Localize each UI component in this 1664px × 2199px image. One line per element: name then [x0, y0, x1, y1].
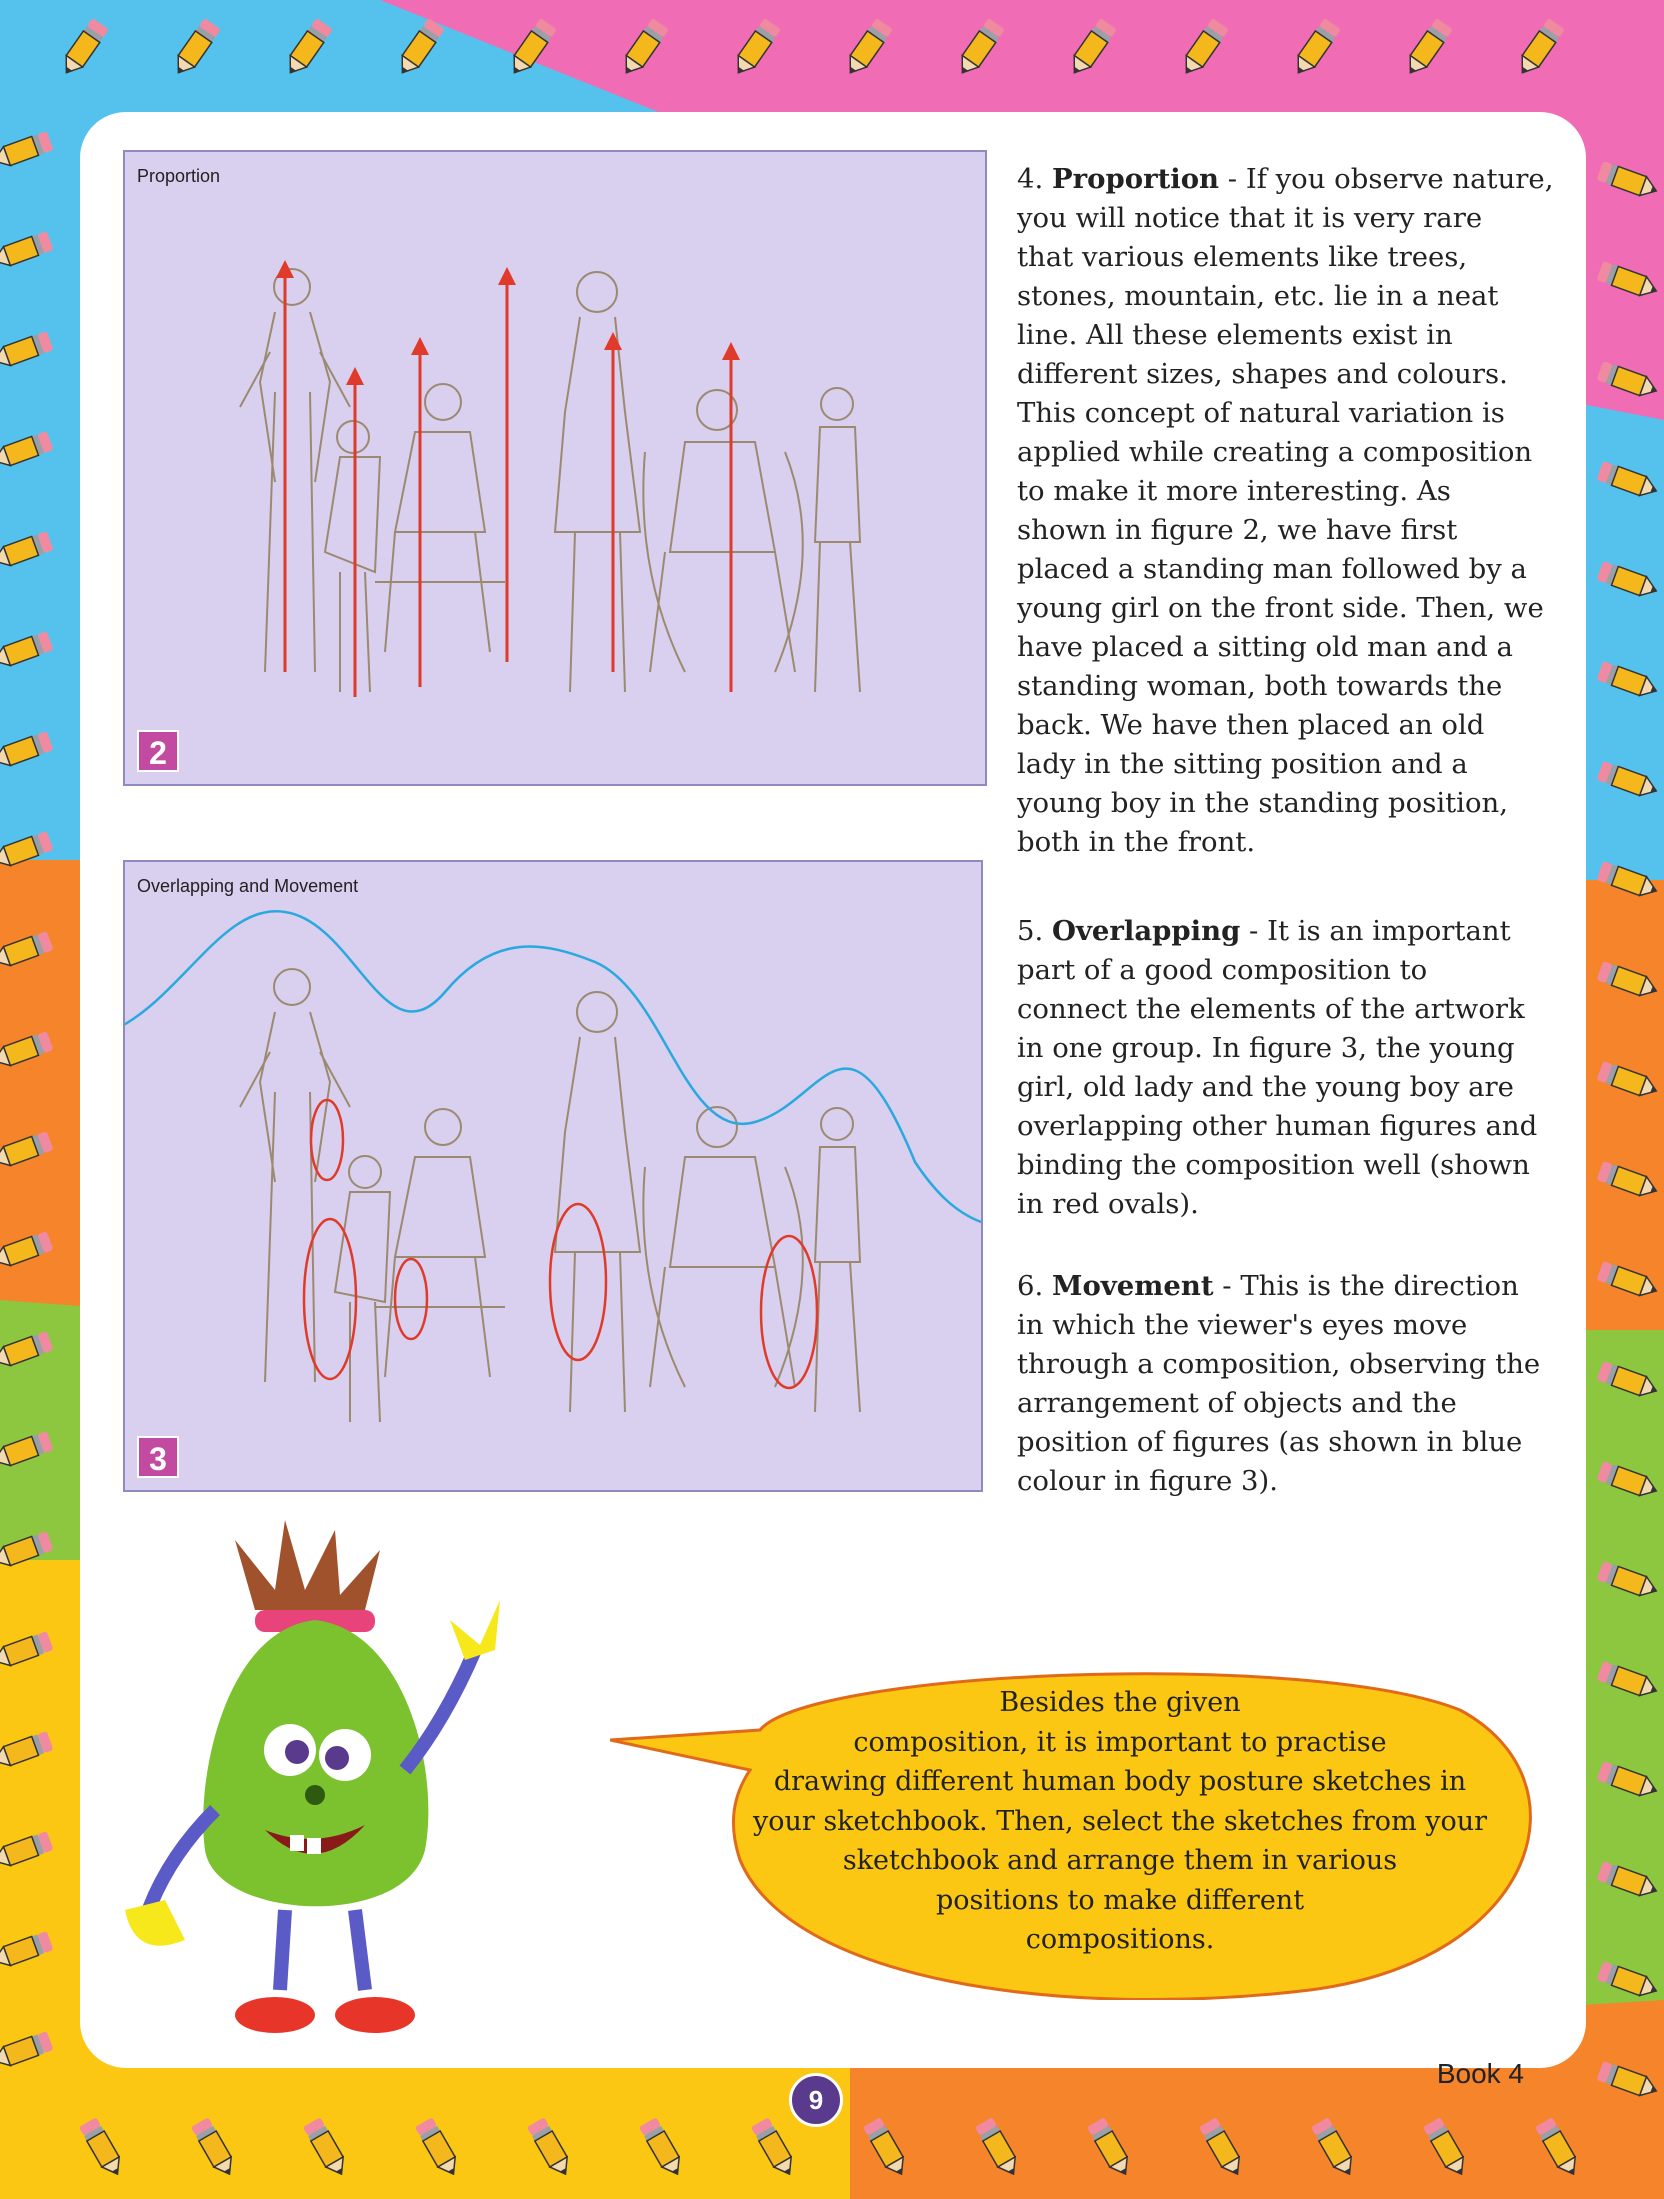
- arrowhead-icon: [411, 337, 429, 355]
- mascot-shoe: [335, 1997, 415, 2033]
- text-line: - This is the direction: [1213, 1270, 1519, 1302]
- text-line: both in the front.: [1017, 826, 1256, 858]
- bubble-line: your sketchbook. Then, select the sketches from your: [752, 1805, 1488, 1837]
- figure-3-illustration: [125, 862, 981, 1490]
- section-overlapping: [1017, 912, 1567, 1224]
- mascot-hand-peace: [450, 1600, 525, 1660]
- text-line: shown in figure 2, we have first: [1017, 514, 1458, 546]
- speech-bubble-text: [720, 1683, 1520, 1960]
- book-label: Book 4: [1436, 2058, 1524, 2089]
- overlap-oval: [761, 1236, 817, 1388]
- mascot-hand-left: [125, 1900, 185, 1946]
- bubble-line: drawing different human body posture sketches in: [773, 1766, 1467, 1797]
- arrowhead-icon: [722, 342, 740, 360]
- section-number: 5.: [1017, 915, 1044, 947]
- bubble-line: composition, it is important to practise: [853, 1726, 1387, 1758]
- figure-3-number: 3: [137, 1436, 179, 1478]
- bubble-line: Besides the given: [999, 1687, 1241, 1718]
- text-line: This concept of natural variation is: [1017, 397, 1505, 429]
- text-line: binding the composition well (shown: [1017, 1149, 1530, 1181]
- text-line: stones, mountain, etc. lie in a neat: [1017, 280, 1499, 312]
- figure-3-overlapping-movement: [123, 860, 983, 1492]
- figure-2-number: 2: [137, 730, 179, 772]
- text-line: connect the elements of the artwork: [1017, 993, 1525, 1025]
- bubble-line: sketchbook and arrange them in various: [842, 1845, 1398, 1876]
- overlap-oval: [395, 1259, 427, 1339]
- text-line: back. We have then placed an old: [1017, 709, 1485, 741]
- section-number: 4.: [1017, 163, 1044, 195]
- text-line: young girl on the front side. Then, we: [1017, 592, 1544, 624]
- arrowhead-icon: [346, 367, 364, 385]
- text-line: you will notice that it is very rare: [1017, 202, 1483, 234]
- overlap-oval: [550, 1204, 606, 1360]
- text-line: line. All these elements exist in: [1017, 319, 1453, 351]
- text-line: applied while creating a composition: [1017, 436, 1533, 468]
- figure-2-proportion: [123, 150, 987, 786]
- text-line: arrangement of objects and the: [1017, 1387, 1457, 1419]
- figure-2-illustration: [125, 152, 985, 784]
- section-heading: Overlapping: [1052, 915, 1241, 947]
- text-line: standing woman, both towards the: [1017, 670, 1503, 702]
- section-heading: Movement: [1052, 1270, 1214, 1302]
- proportion-arrows: [276, 260, 740, 697]
- section-proportion: [1017, 160, 1567, 862]
- text-line: in which the viewer's eyes move: [1017, 1309, 1468, 1341]
- text-line: - If you observe nature,: [1219, 163, 1554, 195]
- mascot-shoe: [235, 1997, 315, 2033]
- text-line: young boy in the standing position,: [1017, 787, 1508, 819]
- text-line: placed a standing man followed by a: [1017, 553, 1527, 585]
- text-line: - It is an important: [1240, 915, 1511, 947]
- mascot-character: [105, 1520, 625, 2060]
- figure-3-label: Overlapping and Movement: [137, 876, 359, 896]
- mascot-hair: [235, 1520, 380, 1610]
- overlap-oval: [304, 1219, 356, 1379]
- bubble-line: positions to make different: [935, 1884, 1305, 1916]
- text-line: through a composition, observing the: [1017, 1348, 1541, 1380]
- section-number: 6.: [1017, 1270, 1044, 1302]
- text-line: to make it more interesting. As: [1017, 475, 1451, 507]
- page-number: 9: [789, 2073, 843, 2127]
- text-line: different sizes, shapes and colours.: [1017, 358, 1508, 390]
- text-line: that various elements like trees,: [1017, 241, 1468, 273]
- bubble-line: compositions.: [1025, 1924, 1215, 1955]
- overlap-oval: [311, 1100, 343, 1180]
- text-line: in red ovals).: [1017, 1188, 1199, 1220]
- text-line: colour in figure 3).: [1017, 1465, 1278, 1497]
- section-movement: [1017, 1267, 1567, 1501]
- text-line: position of figures (as shown in blue: [1017, 1426, 1523, 1458]
- section-heading: Proportion: [1052, 163, 1220, 195]
- text-line: have placed a sitting old man and a: [1017, 631, 1513, 663]
- arrowhead-icon: [604, 332, 622, 350]
- arrowhead-icon: [498, 267, 516, 285]
- text-line: overlapping other human figures and: [1017, 1110, 1538, 1142]
- text-line: in one group. In figure 3, the young: [1017, 1032, 1515, 1064]
- figure-2-label: Proportion: [137, 166, 221, 186]
- movement-wave: [125, 911, 981, 1222]
- text-line: girl, old lady and the young boy are: [1017, 1071, 1514, 1103]
- text-line: part of a good composition to: [1017, 954, 1428, 986]
- text-line: lady in the sitting position and a: [1017, 748, 1468, 780]
- mascot-body: [203, 1620, 428, 1906]
